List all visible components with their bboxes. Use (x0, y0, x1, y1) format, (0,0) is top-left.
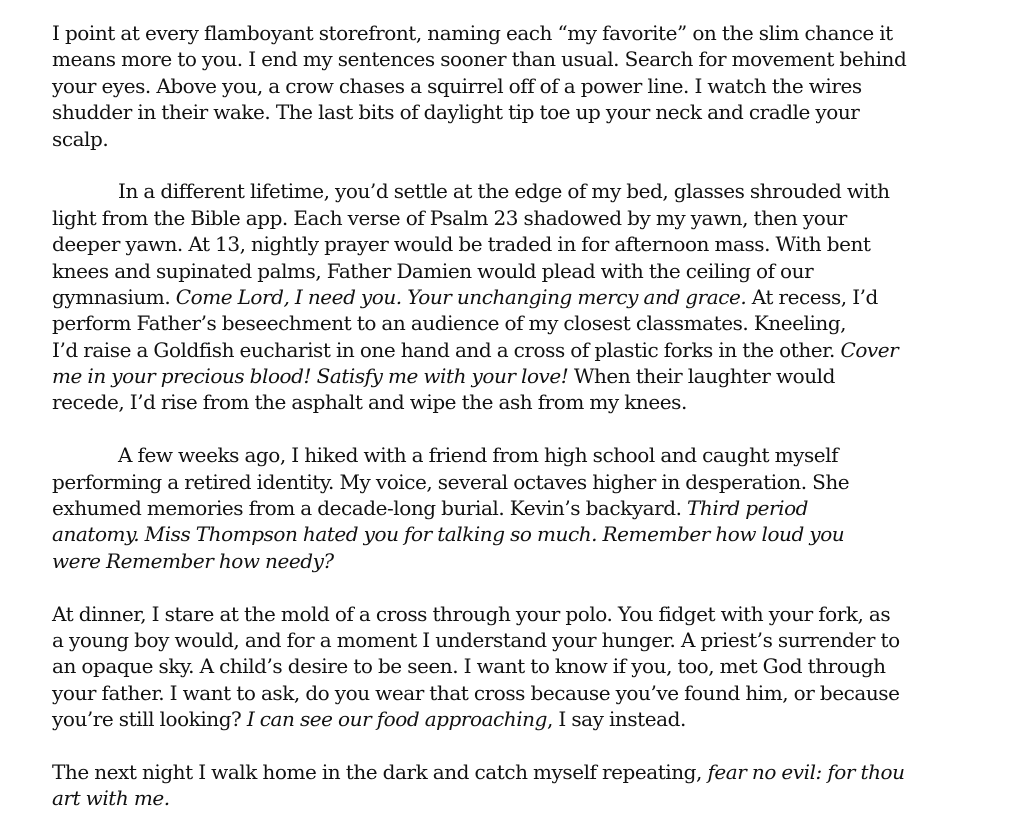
paragraph (52, 20, 992, 152)
text-line (52, 785, 992, 811)
text-run: At dinner, I stare at the mold of a cross through your polo. You fidget with your fork, as (52, 601, 891, 626)
italic-text: fear no evil: for thou (707, 759, 905, 784)
text-line (52, 653, 992, 679)
text-line (52, 73, 992, 99)
text-run: your eyes. Above you, a crow chases a squirrel off of a power line. I watch the wires (52, 73, 862, 98)
text-run: an opaque sky. A child’s desire to be seen. I want to know if you, too, met God through (52, 654, 886, 679)
text-line (52, 706, 992, 732)
italic-text: were Remember how needy? (52, 548, 334, 573)
text-run: recede, I’d rise from the asphalt and wipe the ash from my knees. (52, 390, 687, 415)
italic-text: Come Lord, I need you. Your unchanging mercy and grace. (175, 284, 747, 309)
text-run: I point at every flamboyant storefront, naming each “my favorite” on the slim chance it (52, 21, 893, 45)
text-run: a young boy would, and for a moment I understand your hunger. A priest’s surrender to (52, 627, 900, 652)
text-run: gymnasium. (52, 284, 176, 309)
text-line (52, 469, 992, 495)
text-line (52, 548, 992, 574)
text-line (52, 231, 992, 257)
text-line (52, 205, 992, 231)
text-run: you’re still looking? (52, 707, 247, 732)
text-line (52, 442, 992, 468)
text-run: In a different lifetime, you’d settle at the edge of my bed, glasses shrouded with (118, 179, 890, 204)
text-run: light from the Bible app. Each verse of Psalm 23 shadowed by my yawn, then your (52, 205, 847, 230)
text-line (52, 46, 992, 72)
text-line (52, 495, 992, 521)
paragraph (52, 759, 992, 812)
text-line (52, 389, 992, 415)
text-run: your father. I want to ask, do you wear that cross because you’ve found him, or because (52, 680, 900, 705)
text-line (52, 126, 992, 152)
text-line (52, 521, 992, 547)
text-line (52, 258, 992, 284)
text-run: The next night I walk home in the dark and catch myself repeating, (52, 759, 708, 784)
text-run: I’d raise a Goldfish eucharist in one hand and a cross of plastic forks in the other. (52, 337, 841, 362)
text-run: scalp. (52, 126, 109, 151)
text-line (52, 284, 992, 310)
paragraph (52, 601, 992, 733)
text-run: A few weeks ago, I hiked with a friend from high school and caught myself (118, 443, 839, 468)
italic-text: I can see our food approaching (246, 707, 547, 732)
text-run: At recess, I’d (746, 284, 878, 309)
text-run: exhumed memories from a decade-long burial. Kevin’s backyard. (52, 496, 688, 521)
text-line (52, 20, 992, 46)
italic-text: anatomy. Miss Thompson hated you for talking so much. Remember how loud you (52, 522, 845, 547)
text-line (52, 363, 992, 389)
text-run: , I say instead. (546, 707, 686, 732)
text-line (52, 99, 992, 125)
document-page (52, 20, 992, 812)
text-run: means more to you. I end my sentences sooner than usual. Search for movement behind (52, 47, 907, 72)
italic-text: Third period (687, 496, 809, 521)
paragraph (52, 178, 992, 416)
italic-text: art with me. (52, 786, 170, 811)
paragraph (52, 442, 992, 574)
text-run: shudder in their wake. The last bits of daylight tip toe up your neck and cradle your (52, 100, 860, 125)
text-run: perform Father’s beseechment to an audience of my closest classmates. Kneeling, (52, 311, 847, 336)
text-line (52, 178, 992, 204)
italic-text: me in your precious blood! Satisfy me with your love! (52, 364, 569, 389)
text-line (52, 680, 992, 706)
text-line (52, 310, 992, 336)
text-line (52, 759, 992, 785)
text-run: When their laughter would (568, 364, 835, 389)
text-line (52, 601, 992, 627)
text-run: performing a retired identity. My voice, several octaves higher in desperation. She (52, 469, 850, 494)
text-line (52, 337, 992, 363)
text-run: knees and supinated palms, Father Damien would plead with the ceiling of our (52, 258, 814, 283)
text-line (52, 627, 992, 653)
text-run: deeper yawn. At 13, nightly prayer would be traded in for afternoon mass. With bent (52, 232, 871, 257)
italic-text: Cover (840, 337, 899, 362)
